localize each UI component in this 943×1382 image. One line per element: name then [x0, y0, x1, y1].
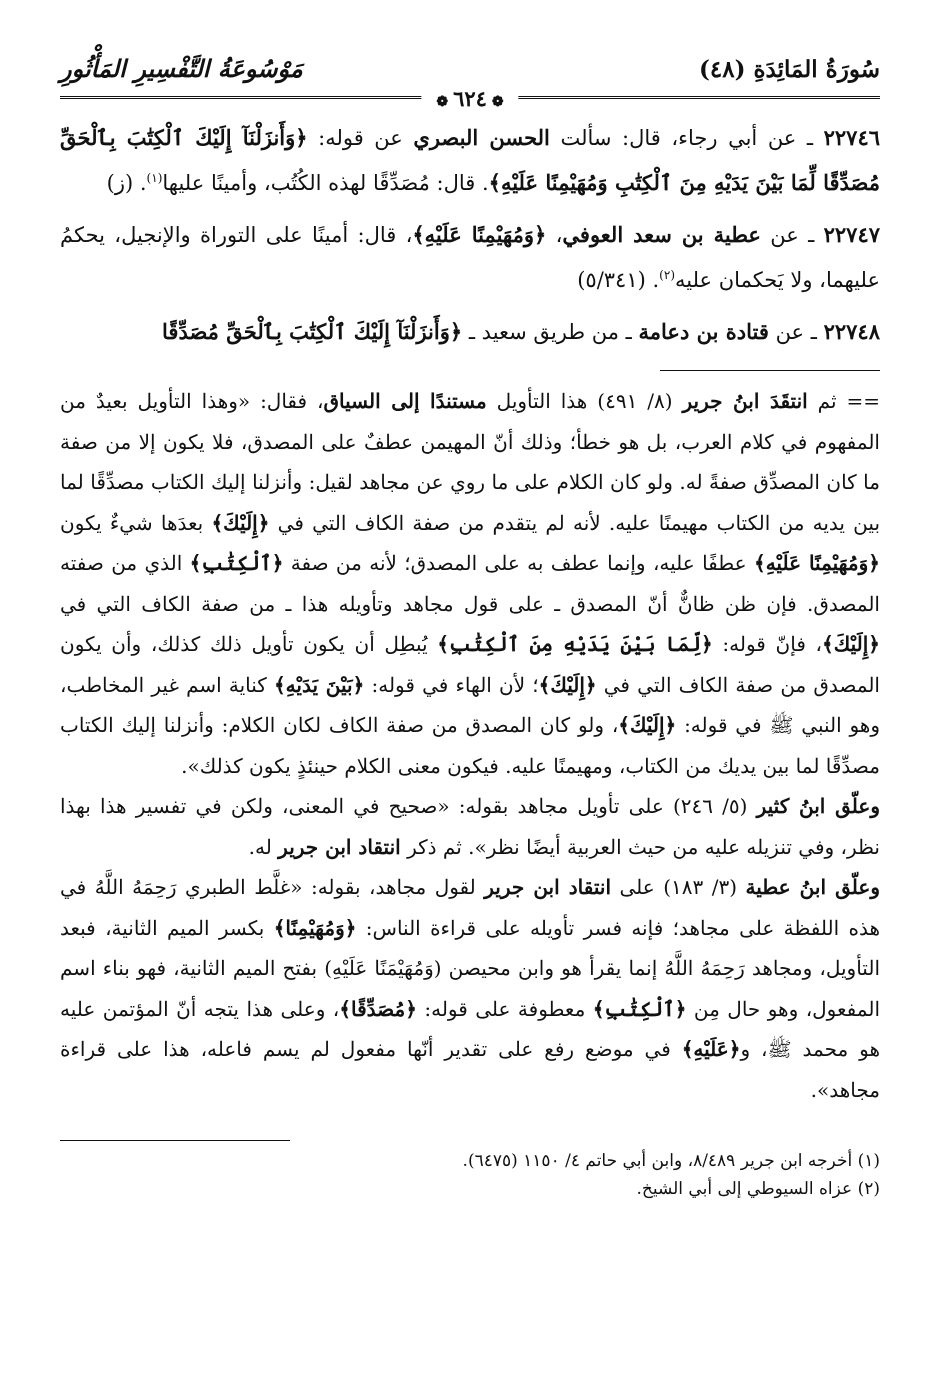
entry-22746: [60, 118, 880, 203]
note-text: ، فإنّ قوله:: [712, 632, 823, 656]
note-text: (٣/ ١٨٣) على: [611, 875, 746, 899]
quran-verse: ﴿إِلَيْكَ﴾: [538, 672, 597, 697]
note-text: بكسر الميم الثانية، فبعد التأويل، ومجاهد رَحِمَهُ اللَّهُ إنما يقرأ هو وابن محيصن (وَمُهَيْمَنًا عَلَيْهِ) بفتح الميم الثانية، فهو بناء اسم المفعول، وهو حال مِن: [60, 915, 880, 1021]
footnotes: [60, 1147, 880, 1203]
note-text: الذي من صفته المصدق. فإن ظن ظانٌّ أنّ المصدق ـ على قول مجاهد وتأويله هذا ـ من صفة الكاف التي في: [60, 551, 880, 616]
quran-verse: ﴿وَمُهَيْمِنًا عَلَيْهِ﴾: [412, 222, 547, 247]
note-text: == ثم: [807, 389, 880, 413]
note-ibn-jarir: [60, 381, 880, 786]
footnote-separator: [60, 1140, 290, 1141]
note-text: بعدَها شيءٌ يكون: [60, 510, 212, 535]
notes-separator: [660, 370, 880, 371]
quran-verse: ﴿ٱلْكِتَٰبِ﴾: [189, 551, 284, 575]
footnote-ref: (٢): [659, 268, 675, 282]
entry-text: ـ عن: [760, 223, 824, 247]
quran-verse: ﴿مُصَدِّقًا﴾: [339, 996, 417, 1021]
entry-text: . قال: مُصَدِّقًا لهذه الكُتُب، وأمينًا عليها: [162, 171, 489, 195]
quran-verse: ﴿وَمُهَيْمِنًا عَلَيْهِ﴾: [753, 551, 880, 575]
narrator-name: عطية بن سعد العوفي: [562, 222, 761, 247]
entry-text: . (٥/٣٤١): [577, 268, 660, 292]
page-number: ٦٢٤: [453, 86, 487, 111]
quran-verse: ﴿إِلَيْكَ﴾: [618, 713, 677, 737]
note-text: (٥/ ٢٤٦) على تأويل مجاهد بقوله: «صحيح في المعنى، ولكن في تفسير هذا بهذا نظر، وفي تنزيله عليه من حيث العربية أيضًا نظر». ثم ذكر: [60, 794, 880, 859]
note-text: عطفًا عليه، وإنما عطف به على المصدق؛ لأنه من صفة: [283, 551, 754, 575]
entry-text: . (ز): [106, 171, 147, 195]
quran-verse: ﴿وَأَنزَلْنَآ إِلَيْكَ ٱلْكِتَٰبَ بِٱلْحَقِّ مُصَدِّقًا لِّمَا بَيْنَ يَدَيْهِ مِنَ ٱلْكِتَٰبِ وَمُهَيْمِنًا عَلَيْهِ﴾: [60, 125, 880, 195]
note-text: كناية اسم غير المخاطب، وهو النبي ﷺ في قوله:: [60, 672, 880, 737]
note-text: في موضع رفع على تقدير أنّها مفعول لم يسم فاعله، هذا على قراءة مجاهد».: [60, 1037, 880, 1102]
scholar-name: انتقَدَ ابنُ جرير: [682, 389, 808, 413]
quran-verse: ﴿إِلَيْكَ﴾: [822, 632, 880, 656]
ornament-icon: ❁: [491, 94, 504, 110]
note-text: ، فقال: «وهذا التأويل بعيدٌ من المفهوم في كلام العرب، بل هو خطأ؛ وذلك أنّ المهيمن عطفٌ على المصدق، فلا يكون إلا من صفة ما كان المصدِّق صفةً له. ولو كان الكلام على ما روي عن مجاهد لقيل: وأنزلنا إليك الكتاب مصدِّقًا لما بين يديه من الكتاب مهيمنًا عليه. لأنه لم يتقدم من صفة الكاف التي في: [60, 389, 881, 535]
emphasis-text: مستندًا إلى السياق: [323, 389, 487, 413]
footnote-1: (١) أخرجه ابن جرير ٨/٤٨٩، وابن أبي حاتم ٤/ ١١٥٠ (٦٤٧٥).: [462, 1151, 880, 1171]
quran-verse: ﴿إِلَيْكَ﴾: [211, 510, 270, 535]
commentary-notes: [60, 381, 880, 1110]
note-text: يُبطِل أن يكون تأويل ذلك كذلك، وأن يكون المصدق من صفة الكاف التي في: [60, 632, 880, 697]
note-text: معطوفة على قوله:: [416, 996, 593, 1021]
emphasis-text: انتقاد ابن جرير: [484, 875, 612, 899]
footnote-2: (٢) عزاه السيوطي إلى أبي الشيخ.: [636, 1179, 880, 1199]
entry-text: ـ عن: [768, 320, 824, 344]
quran-verse: ﴿عَلَيْهِ﴾: [681, 1037, 741, 1061]
footnote-ref: (١): [146, 171, 163, 185]
note-text: ، وعلى هذا يتجه أنّ المؤتمن عليه هو محمد ﷺ، و: [60, 996, 880, 1061]
book-title: مَوْسُوعَةُ التَّفْسِيرِ المَأْثُورِ: [60, 54, 303, 83]
surah-title: سُورَةُ المَائِدَةِ (٤٨): [698, 56, 880, 83]
narrator-name: الحسن البصري: [413, 125, 550, 150]
entry-22747: [60, 215, 880, 300]
note-text: له.: [248, 834, 279, 859]
quran-verse: ﴿وَمُهَيْمِنًا﴾: [273, 915, 357, 940]
scholar-name: وعلّق ابنُ كثير: [756, 794, 880, 818]
note-text: ؛ لأن الهاء في قوله:: [364, 672, 539, 697]
note-ibn-atiyya: [60, 867, 880, 1110]
entry-number: ٢٢٧٤٦: [823, 125, 881, 150]
scholar-name: وعلّق ابنُ عطية: [745, 875, 880, 899]
running-header: [60, 52, 880, 111]
quran-verse: ﴿ٱلْكِتَٰبِ﴾: [592, 996, 687, 1021]
entry-text: عن قوله:: [307, 126, 414, 150]
entry-text: ـ عن أبي رجاء، قال: سألت: [549, 126, 824, 150]
entry-number: ٢٢٧٤٧: [823, 222, 881, 247]
page-number-box: [421, 86, 518, 111]
note-text: ، ولو كان المصدق من صفة الكاف لكان الكلام: وأنزلنا إليك الكتاب مصدِّقًا لما بين يديك من الكتاب، ومهيمنًا عليه. فيكون معنى الكلام حينئذٍ يكون كذلك».: [60, 713, 880, 778]
quran-verse: ﴿وَأَنزَلْنَآ إِلَيْكَ ٱلْكِتَٰبَ بِٱلْحَقِّ مُصَدِّقًا: [162, 319, 463, 344]
emphasis-text: انتقاد ابن جرير: [278, 834, 401, 859]
entry-text: ، قال: أمينًا على التوراة والإنجيل، يحكمُ عليهما، ولا يَحكمان عليه: [60, 223, 880, 292]
ornament-icon: ❁: [436, 94, 449, 110]
entry-text: ،: [546, 223, 563, 247]
entry-number: ٢٢٧٤٨: [823, 319, 880, 344]
page: [60, 52, 880, 1203]
main-text: [60, 118, 880, 352]
quran-verse: ﴿لِّمَا بَيْنَ يَدَيْهِ مِنَ ٱلْكِتَٰبِ﴾: [437, 632, 713, 656]
quran-verse: ﴿بَيْنَ يَدَيْهِ﴾: [273, 672, 365, 697]
note-ibn-kathir: [60, 786, 880, 867]
note-text: (٨/ ٤٩١) هذا التأويل: [486, 389, 683, 413]
entry-text: ـ من طريق سعيد ـ: [462, 320, 639, 344]
narrator-name: قتادة بن دعامة: [638, 319, 769, 344]
note-text: لقول مجاهد، بقوله: «غلَّط الطبري رَحِمَهُ اللَّهُ في هذه اللفظة على مجاهد؛ فإنه فسر تأويله على قراءة الناس:: [60, 875, 881, 940]
entry-22748: [60, 312, 880, 352]
